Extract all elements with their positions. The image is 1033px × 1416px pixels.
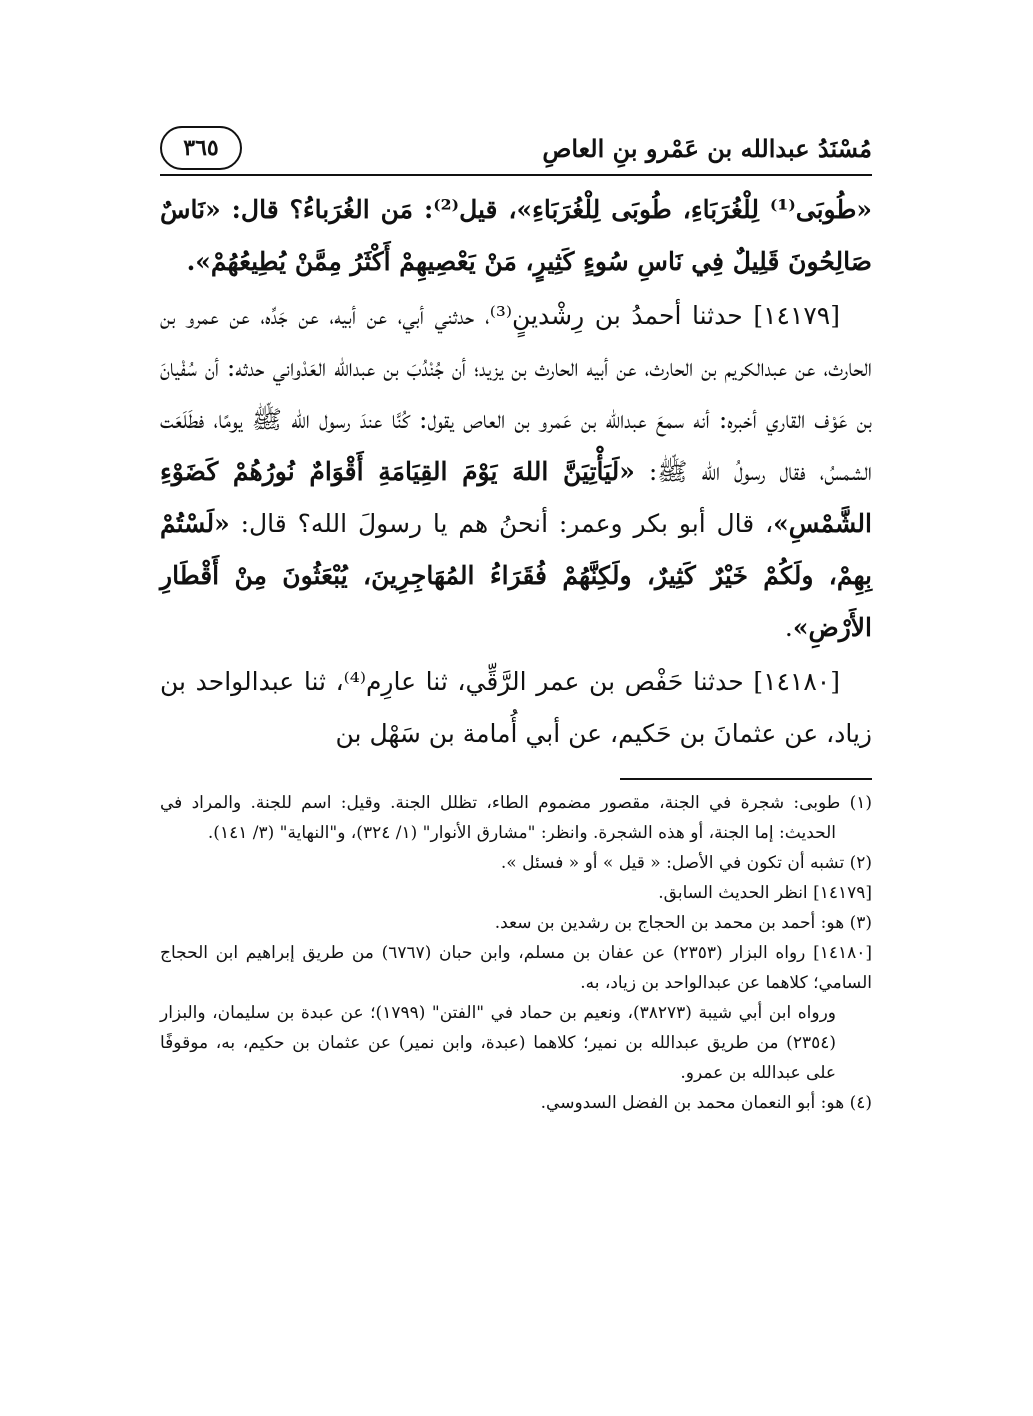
header-divider <box>160 174 872 176</box>
footnote-text: تشبه أن تكون في الأصل: « قيل » أو « فسئل ». <box>500 853 845 873</box>
footnote-text: هو: أبو النعمان محمد بن الفضل السدوسي. <box>540 1093 845 1113</box>
main-text <box>160 184 872 760</box>
footnote-text-continued: ورواه ابن أبي شيبة (٣٨٢٧٣)، ونعيم بن حماد في "الفتن" (١٧٩٩)؛ عن عبدة بن سليمان، والبزار (٢٣٥٤) من طريق عبدالله بن نمير؛ كلاهما (عبدة، وابن نمير) عن عثمان بن حكيم، به، موقوفًا على عبدالله بن عمرو. <box>160 1003 837 1083</box>
footnote-text: هو: أحمد بن محمد بن الحجاج بن رشدين بن سعد. <box>494 913 845 933</box>
footnote-1 <box>160 788 872 848</box>
hadith-14179 <box>160 290 872 654</box>
footnote-marker: [١٤١٧٩] <box>813 883 872 903</box>
footnote-marker: (٢) <box>849 853 872 873</box>
footnote-text: انظر الحديث السابق. <box>658 883 808 903</box>
footnote-marker: (١) <box>849 793 872 813</box>
hadith-14179-quote-1: «لَيَأْتِيَنَّ اللهَ يَوْمَ القِيَامَةِ أَقْوَامٌ نُورُهُمْ كَضَوْءِ الشَّمْسِ» <box>160 457 872 538</box>
footnote-2 <box>160 848 872 878</box>
hadith-continuation: «طُوبَى⁽¹⁾ لِلْغُرَبَاءِ، طُوبَى لِلْغُرَبَاءِ»، قيل⁽²⁾: مَن الغُرَباءُ؟ قال: «نَاسٌ صَالِحُونَ قَلِيلٌ فِي نَاسِ سُوءٍ كَثِيرٍ، مَنْ يَعْصِيهِمْ أَكْثَرُ مِمَّنْ يُطِيعُهُمْ». <box>160 195 872 276</box>
hadith-14179-quote-2: «لَسْتُمْ بِهِمْ، ولَكُمْ خَيْرٌ كَثِيرٌ، ولَكِنَّهُمْ فُقَرَاءُ المُهَاجِرِينَ، يُبْعَثُونَ مِنْ أَقْطَارِ الأَرْضِ» <box>160 509 872 642</box>
hadith-14180: [١٤١٨٠] حدثنا حَفْص بن عمر الرَّقِّي، ثنا عارِم⁽⁴⁾، ثنا عبدالواحد بن زياد، عن عثمانَ بن حَكيم، عن أبي أُمامة بن سَهْل بن <box>160 667 872 748</box>
footnote-marker: (٣) <box>849 913 872 933</box>
footnote-text: رواه البزار (٢٣٥٣) عن عفان بن مسلم، وابن حبان (٦٧٦٧) من طريق إبراهيم ابن الحجاج السامي؛ كلاهما عن عبدالواحد بن زياد، به. <box>160 943 872 993</box>
footnote-marker: [١٤١٨٠] <box>813 943 872 963</box>
book-page <box>160 120 872 1118</box>
hadith-14179-narration: [١٤١٧٩] حدثنا أحمدُ بن رِشْدينٍ⁽³⁾، حدثني أبي، عن أبيه، عن جَدِّه، عن عمرو بن الحارث، عن عبدالكريم بن الحارث، عن أبيه الحارث بن يزيد؛ أن جُنْدُبَ بن عبدالله العَدْواني حدثه: أن سُفْيانَ بن عَوْف القاري أخبره: أنه سمعَ عبدالله بن عَمرو بن العاص يقول: كُنَّا عندَ رسول الله ﷺ يومًا، فطَلَعَت الشمسُ، فقال رسولُ الله ﷺ: <box>160 301 872 486</box>
footnote-marker: (٤) <box>849 1093 872 1113</box>
hadith-14179-end: . <box>784 613 793 642</box>
footnote-ref-14179 <box>160 878 872 908</box>
hadith-14179-narration-2: ، قال أبو بكر وعمر: أنحنُ هم يا رسولَ الله؟ قال: <box>240 509 774 538</box>
footnote-text: طوبى: شجرة في الجنة، مقصور مضموم الطاء، تظلل الجنة. وقيل: اسم للجنة. والمراد في الحديث: إما الجنة، أو هذه الشجرة. وانظر: "مشارق الأنوار" (١/ ٣٢٤)، و"النهاية" (٣/ ١٤١). <box>160 793 841 843</box>
page-number-badge: ٣٦٥ <box>160 126 242 170</box>
running-title: مُسْنَدُ عبدالله بن عَمْرو بنِ العاصِ <box>542 134 872 163</box>
footnote-4 <box>160 1088 872 1118</box>
footnote-divider <box>620 778 872 780</box>
footnote-3 <box>160 908 872 938</box>
footnotes <box>160 788 872 1118</box>
page-header <box>160 120 872 178</box>
footnote-ref-14180 <box>160 938 872 1088</box>
